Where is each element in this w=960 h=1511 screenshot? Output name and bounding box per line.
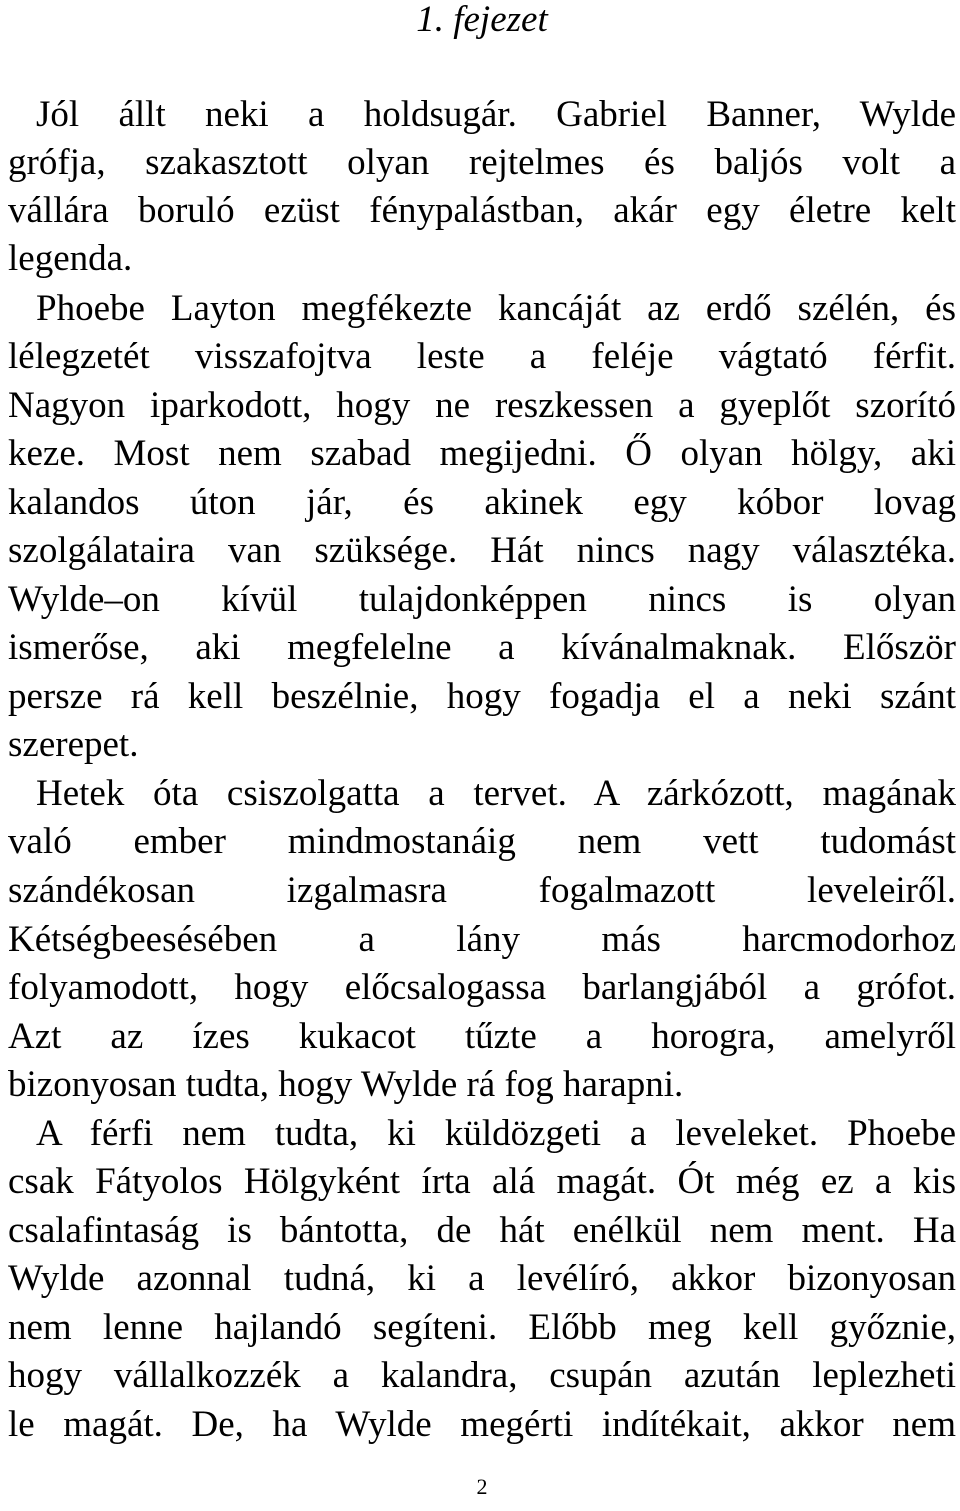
text-line: szerepet. [8,724,139,765]
text-line: lélegzetét visszafojtva leste a feléje vágtató férfit. [8,336,956,377]
text-line: bizonyosan tudta, hogy Wylde rá fog harapni. [8,1064,684,1105]
text-line: Hetek óta csiszolgatta a tervet. A zárkózott, magának [36,773,956,814]
text-line: Wylde–on kívül tulajdonképpen nincs is olyan [8,579,956,620]
text-line: hogy vállalkozzék a kalandra, csupán azután leplezheti [8,1355,956,1396]
document-page [8,0,956,1511]
text-line: szolgálataira van szüksége. Hát nincs nagy választéka. [8,530,956,571]
text-line: legenda. [8,238,133,279]
text-line: ismerőse, aki megfelelne a kívánalmaknak. Először [8,627,956,668]
text-line: A férfi nem tudta, ki küldözgeti a leveleket. Phoebe [36,1113,956,1154]
text-line: csak Fátyolos Hölgyként írta alá magát. Ót még ez a kis [8,1161,956,1202]
text-line: szándékosan izgalmasra fogalmazott leveleiről. [8,870,956,911]
text-line: persze rá kell beszélnie, hogy fogadja el a neki szánt [8,676,956,717]
text-line: Kétségbeesésében a lány más harcmodorhoz [8,919,956,960]
page-number: 2 [476,1474,488,1499]
text-line: csalafintaság is bántotta, de hát enélkül nem ment. Ha [8,1210,956,1251]
text-line: való ember mindmostanáig nem vett tudomást [8,821,956,862]
chapter-title: 1. fejezet [416,0,548,40]
text-line: nem lenne hajlandó segíteni. Előbb meg kell győznie, [8,1307,956,1348]
text-line: Wylde azonnal tudná, ki a levélíró, akkor bizonyosan [8,1258,956,1299]
text-line: keze. Most nem szabad megijedni. Ő olyan hölgy, aki [8,433,956,474]
text-line: folyamodott, hogy előcsalogassa barlangjából a grófot. [8,967,956,1008]
text-line: Nagyon iparkodott, hogy ne reszkessen a gyeplőt szorító [8,385,956,426]
text-line: Azt az ízes kukacot tűzte a horogra, amelyről [8,1016,956,1057]
text-line: grófja, szakasztott olyan rejtelmes és baljós volt a [8,142,956,183]
text-line: le magát. De, ha Wylde megérti indítékait, akkor nem [8,1404,956,1445]
text-line: vállára boruló ezüst fénypalástban, akár egy életre kelt [8,190,956,231]
text-line: Phoebe Layton megfékezte kancáját az erdő szélén, és [36,288,956,329]
text-line: Jól állt neki a holdsugár. Gabriel Banner, Wylde [36,94,956,135]
text-line: kalandos úton jár, és akinek egy kóbor lovag [8,482,956,523]
